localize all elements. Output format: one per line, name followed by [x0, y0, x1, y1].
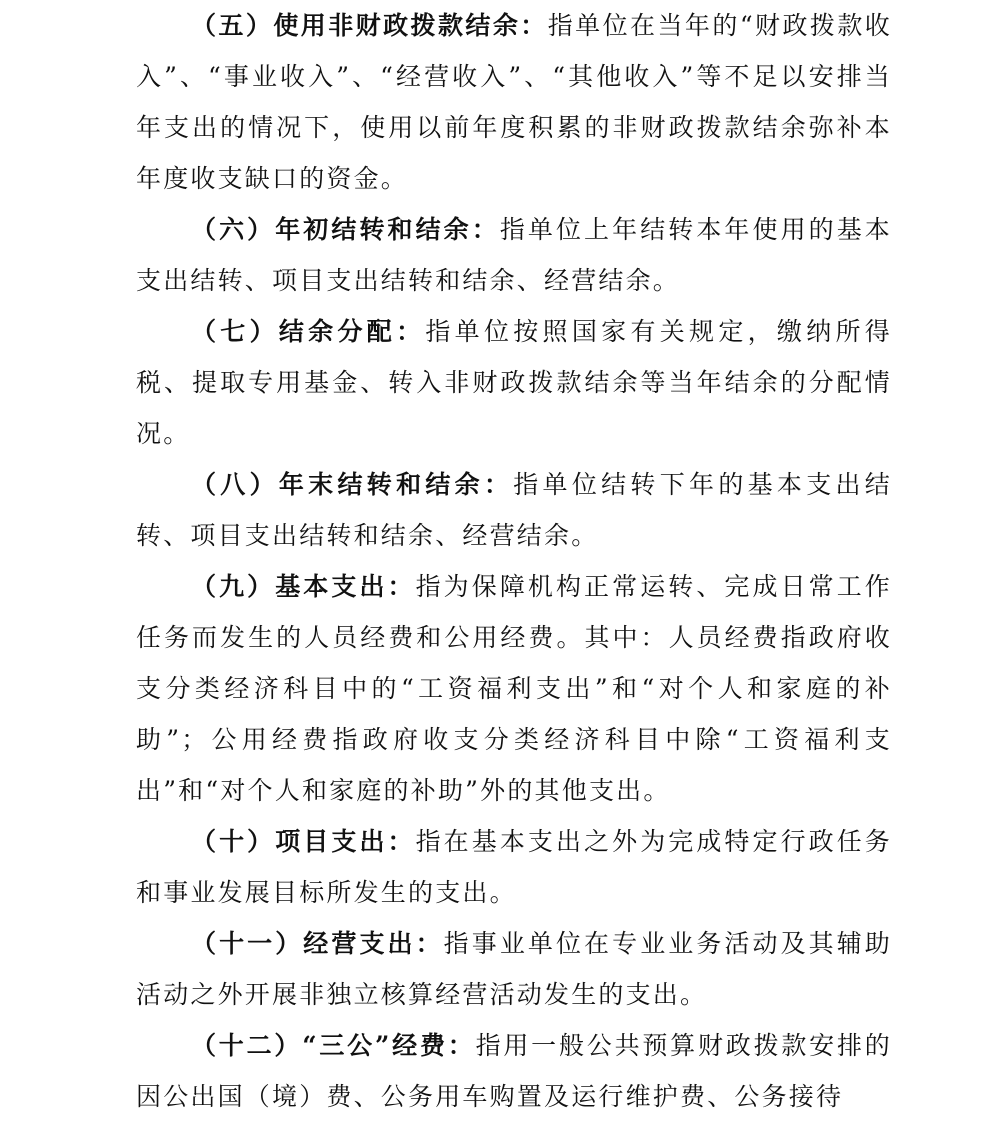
paragraph-operating-expenditure [136, 918, 892, 1020]
term-definition: 指单位按照国家有关规定，缴纳所得税、提取专用基金、转入非财政拨款结余等当年结余的分配情况。 [136, 317, 893, 448]
term-definition: 指单位上年结转本年使用的基本支出结转、项目支出结转和结余、经营结余。 [136, 215, 892, 295]
term-definition: 指事业单位在专业业务活动及其辅助活动之外开展非独立核算经营活动发生的支出。 [136, 929, 892, 1009]
term-label: （十二）“三公”经费： [191, 1031, 476, 1060]
term-label: （十一）经营支出： [191, 929, 444, 958]
paragraph-project-expenditure [136, 816, 892, 918]
paragraph-basic-expenditure [136, 561, 892, 816]
paragraph-balance-distribution [136, 306, 892, 459]
term-label: （六）年初结转和结余： [191, 215, 500, 244]
document-body [136, 0, 892, 1122]
term-label: （十）项目支出： [191, 827, 416, 856]
term-label: （五）使用非财政拨款结余： [191, 11, 548, 40]
term-label: （七）结余分配： [191, 317, 426, 346]
paragraph-non-fiscal-balance-usage [136, 0, 892, 204]
paragraph-year-end-carryover [136, 459, 892, 561]
term-definition: 指用一般公共预算财政拨款安排的因公出国（境）费、公务用车购置及运行维护费、公务接待 [136, 1031, 892, 1111]
paragraph-three-public-expenses [136, 1020, 892, 1122]
term-label: （九）基本支出： [191, 572, 416, 601]
term-label: （八）年末结转和结余： [191, 470, 514, 499]
term-definition: 指为保障机构正常运转、完成日常工作任务而发生的人员经费和公用经费。其中：人员经费指政府收支分类经济科目中的“工资福利支出”和“对个人和家庭的补助”；公用经费指政府收支分类经济科目中除“工资福利支出”和“对个人和家庭的补助”外的其他支出。 [136, 572, 893, 805]
paragraph-beginning-carryover [136, 204, 892, 306]
term-definition: 指在基本支出之外为完成特定行政任务和事业发展目标所发生的支出。 [136, 827, 893, 907]
term-definition: 指单位在当年的“财政拨款收入”、“事业收入”、“经营收入”、“其他收入”等不足以安排当年支出的情况下，使用以前年度积累的非财政拨款结余弥补本年度收支缺口的资金。 [136, 11, 892, 193]
term-definition: 指单位结转下年的基本支出结转、项目支出结转和结余、经营结余。 [136, 470, 892, 550]
